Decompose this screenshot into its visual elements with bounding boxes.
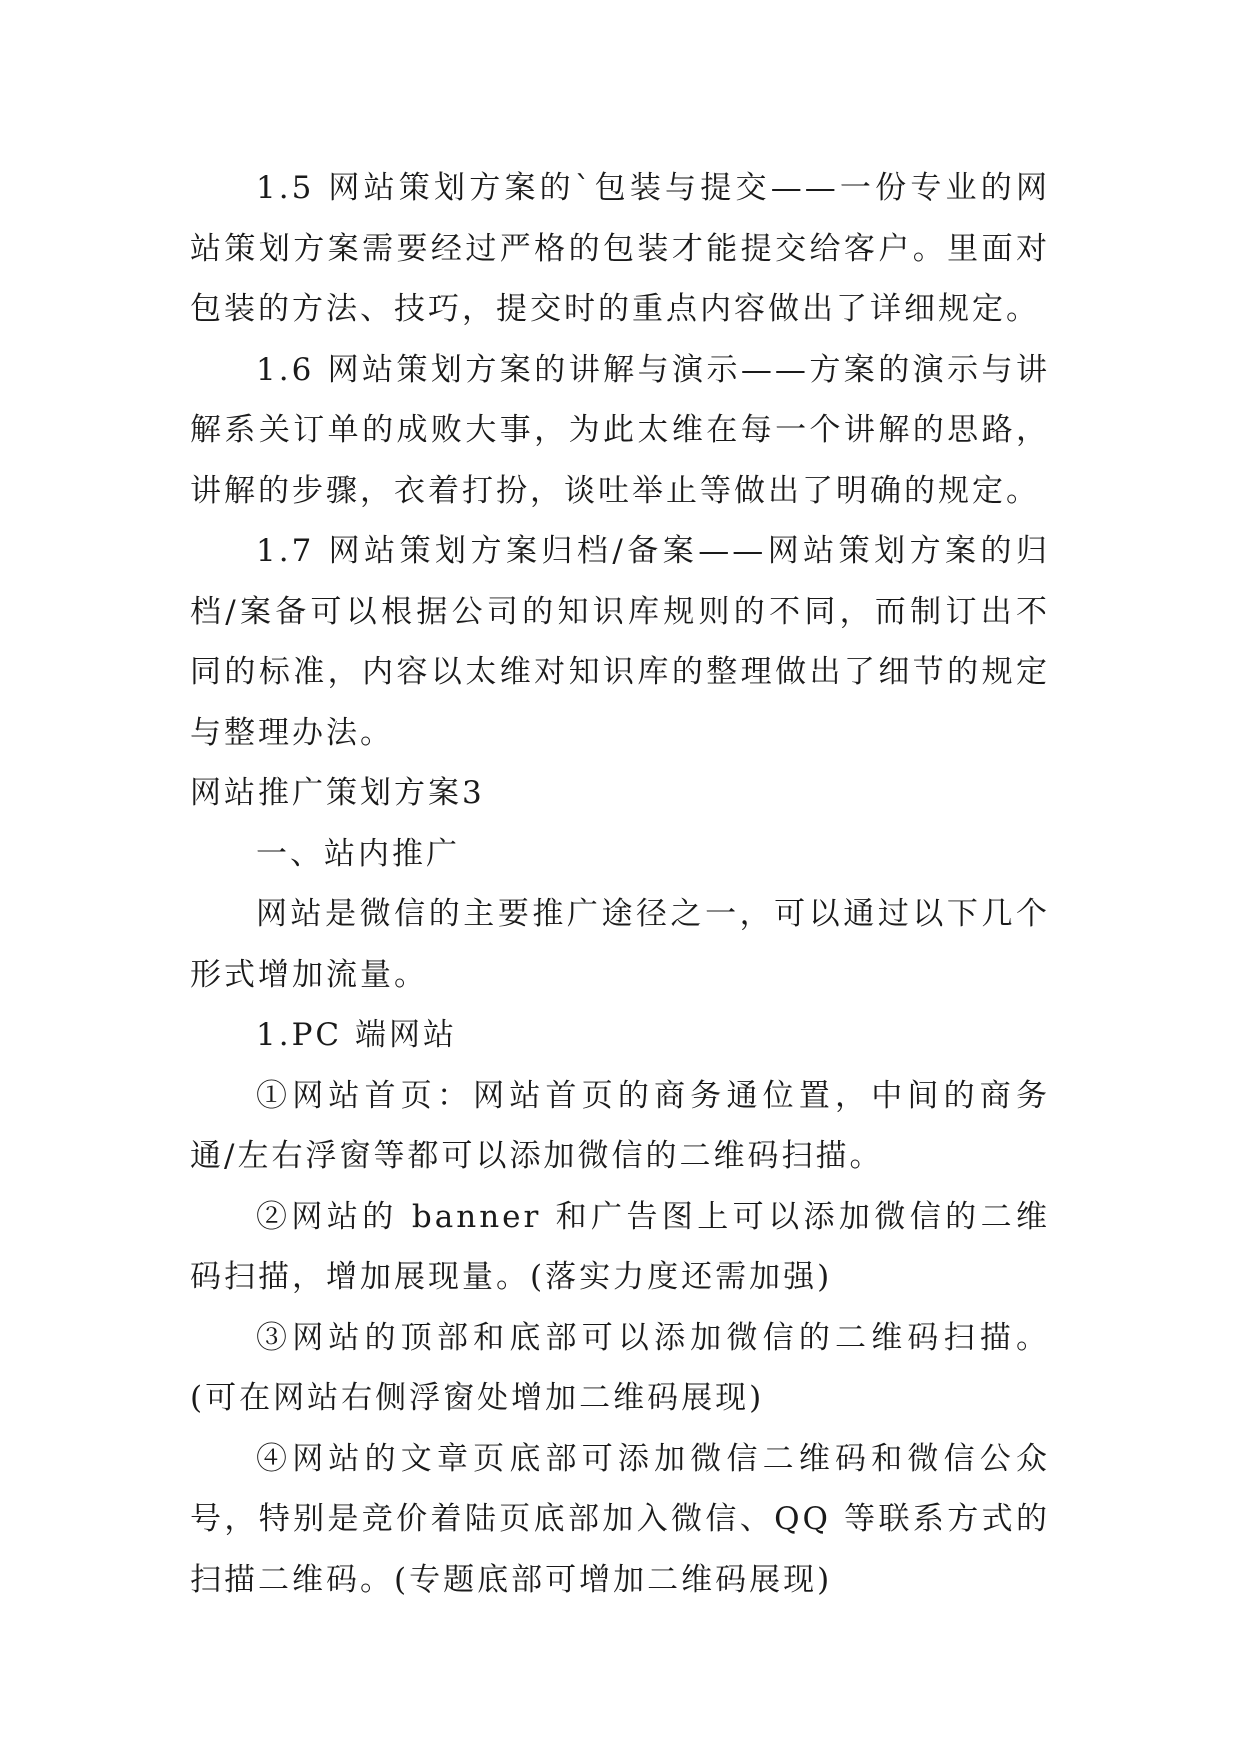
- list-item-top-bottom: ③网站的顶部和底部可以添加微信的二维码扫描。(可在网站右侧浮窗处增加二维码展现): [190, 1319, 1050, 1416]
- paragraph-1-6-presentation: 1.6 网站策划方案的讲解与演示——方案的演示与讲解系关订单的成败大事，为此太维在每一个讲解的思路，讲解的步骤，衣着打扮，谈吐举止等做出了明确的规定。: [190, 351, 1050, 509]
- paragraph-1-5-packaging: 1.5 网站策划方案的`包装与提交——一份专业的网站策划方案需要经过严格的包装才能提交给客户。里面对包装的方法、技巧，提交时的重点内容做出了详细规定。: [190, 170, 1050, 327]
- list-item-banner: ②网站的 banner 和广告图上可以添加微信的二维码扫描，增加展现量。(落实力度还需加强): [190, 1198, 1050, 1295]
- section-heading-plan-3: 网站推广策划方案3: [190, 775, 485, 811]
- list-item-homepage: ①网站首页：网站首页的商务通位置，中间的商务通/左右浮窗等都可以添加微信的二维码扫描。: [190, 1077, 1050, 1174]
- list-item-article-page: ④网站的文章页底部可添加微信二维码和微信公众号，特别是竞价着陆页底部加入微信、QQ 等联系方式的扫描二维码。(专题底部可增加二维码展现): [190, 1440, 1050, 1598]
- item-heading-pc-site: 1.PC 端网站: [256, 1017, 458, 1053]
- paragraph-1-7-archive: 1.7 网站策划方案归档/备案——网站策划方案的归档/案备可以根据公司的知识库规则的不同，而制订出不同的标准，内容以太维对知识库的整理做出了细节的规定与整理办法。: [190, 533, 1050, 751]
- subsection-heading-onsite: 一、站内推广: [256, 835, 460, 872]
- document-body: [190, 158, 1050, 1610]
- paragraph-website-intro: 网站是微信的主要推广途径之一，可以通过以下几个形式增加流量。: [190, 896, 1050, 993]
